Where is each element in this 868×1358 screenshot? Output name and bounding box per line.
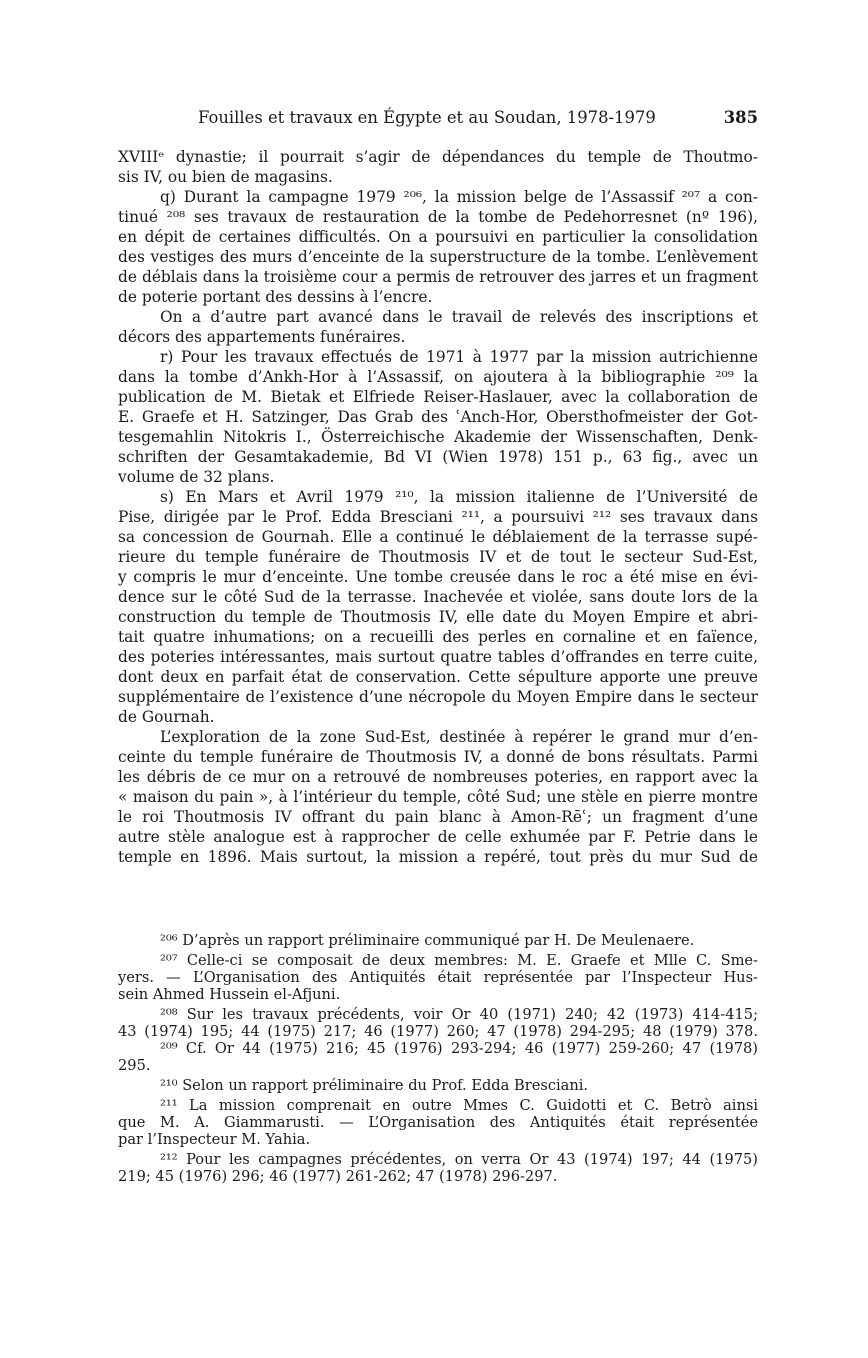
text-line: y compris le mur d’enceinte. Une tombe creusée dans le roc a été mise en évi- <box>118 568 758 586</box>
text-line: r) Pour les travaux effectués de 1971 à 1977 par la mission autrichienne <box>160 348 758 366</box>
footnote-line: par l’Inspecteur M. Yahia. <box>118 1131 311 1148</box>
page-number: 385 <box>723 108 758 127</box>
footnote-line: que M. A. Giammarusti. — L’Organisation des Antiquités était représentée <box>118 1114 758 1131</box>
text-line: ceinte du temple funéraire de Thoutmosis IV, a donné de bons résultats. Parmi <box>118 748 758 766</box>
text-line: Pise, dirigée par le Prof. Edda Bresciani ²¹¹, a poursuivi ²¹² ses travaux dans <box>118 508 758 526</box>
text-line: les débris de ce mur on a retrouvé de nombreuses poteries, en rapport avec la <box>118 768 758 786</box>
text-line: tait quatre inhumations; on a recueilli des perles en cornaline et en faïence, <box>118 628 758 646</box>
footnote-line: ²⁰⁷ Celle-ci se composait de deux membres: M. E. Graefe et Mlle C. Sme- <box>160 952 758 969</box>
text-line: de déblais dans la troisième cour a permis de retrouver des jarres et un fragment <box>118 268 758 286</box>
running-title: Fouilles et travaux en Égypte et au Soudan, 1978-1979 <box>198 108 656 127</box>
text-line: tesgemahlin Nitokris I., Österreichische Akademie der Wissenschaften, Denk- <box>118 428 758 446</box>
footnote-line: yers. — L’Organisation des Antiquités était représentée par l’Inspecteur Hus- <box>118 969 758 986</box>
text-line: publication de M. Bietak et Elfriede Reiser-Haslauer, avec la collaboration de <box>118 388 758 406</box>
footnote-line: ²¹¹ La mission comprenait en outre Mmes C. Guidotti et C. Betrò ainsi <box>160 1097 758 1114</box>
text-line: des poteries intéressantes, mais surtout quatre tables d’offrandes en terre cuite, <box>118 648 758 666</box>
footnote-line: 219; 45 (1976) 296; 46 (1977) 261-262; 47 (1978) 296-297. <box>118 1168 558 1185</box>
text-line: q) Durant la campagne 1979 ²⁰⁶, la mission belge de l’Assassif ²⁰⁷ a con- <box>160 188 758 206</box>
footnote-line: sein Ahmed Hussein el-Afjuni. <box>118 986 341 1003</box>
text-line: On a d’autre part avancé dans le travail de relevés des inscriptions et <box>160 308 758 326</box>
text-line: de Gournah. <box>118 708 215 726</box>
text-line: E. Graefe et H. Satzinger, Das Grab des ʿAnch-Hor, Obersthofmeister der Got- <box>118 408 758 426</box>
footnote-line: 295. <box>118 1057 151 1074</box>
main-text <box>118 147 758 867</box>
text-line: construction du temple de Thoutmosis IV, elle date du Moyen Empire et abri- <box>118 608 758 626</box>
text-line: des vestiges des murs d’enceinte de la superstructure de la tombe. L’enlèvement <box>118 248 758 266</box>
text-line: rieure du temple funéraire de Thoutmosis IV et de tout le secteur Sud-Est, <box>118 548 758 566</box>
footnote-line: ²⁰⁹ Cf. Or 44 (1975) 216; 45 (1976) 293-294; 46 (1977) 259-260; 47 (1978) <box>160 1040 758 1057</box>
text-line: tinué ²⁰⁸ ses travaux de restauration de la tombe de Pedehorresnet (nº 196), <box>118 208 758 226</box>
text-line: dans la tombe d’Ankh-Hor à l’Assassif, on ajoutera à la bibliographie ²⁰⁹ la <box>118 368 758 386</box>
text-line: temple en 1896. Mais surtout, la mission a repéré, tout près du mur Sud de <box>118 848 758 866</box>
text-line: autre stèle analogue est à rapprocher de celle exhumée par F. Petrie dans le <box>118 828 758 846</box>
text-line: « maison du pain », à l’intérieur du temple, côté Sud; une stèle en pierre montre <box>118 788 758 806</box>
text-line: L’exploration de la zone Sud-Est, destinée à repérer le grand mur d’en- <box>160 728 758 746</box>
text-line: sa concession de Gournah. Elle a continué le déblaiement de la terrasse supé- <box>118 528 758 546</box>
footnotes <box>118 932 758 1185</box>
text-line: s) En Mars et Avril 1979 ²¹⁰, la mission italienne de l’Université de <box>160 488 758 506</box>
footnote-line: ²⁰⁶ D’après un rapport préliminaire communiqué par H. De Meulenaere. <box>160 932 695 949</box>
footnote-line: ²¹⁰ Selon un rapport préliminaire du Prof. Edda Bresciani. <box>160 1077 589 1094</box>
text-line: sis IV, ou bien de magasins. <box>118 168 333 186</box>
text-line: de poterie portant des dessins à l’encre. <box>118 288 433 306</box>
text-line: volume de 32 plans. <box>118 468 275 486</box>
text-line: dont deux en parfait état de conservation. Cette sépulture apporte une preuve <box>118 668 758 686</box>
running-header <box>118 108 758 136</box>
text-line: supplémentaire de l’existence d’une nécropole du Moyen Empire dans le secteur <box>118 688 758 706</box>
text-line: le roi Thoutmosis IV offrant du pain blanc à Amon-Rēʿ; un fragment d’une <box>118 808 758 826</box>
text-line: décors des appartements funéraires. <box>118 328 406 346</box>
text-line: dence sur le côté Sud de la terrasse. Inachevée et violée, sans doute lors de la <box>118 588 758 606</box>
text-line: XVIIIᵉ dynastie; il pourrait s’agir de dépendances du temple de Thoutmo- <box>118 148 758 166</box>
footnote-line: ²¹² Pour les campagnes précédentes, on verra Or 43 (1974) 197; 44 (1975) <box>160 1151 758 1168</box>
footnote-line: 43 (1974) 195; 44 (1975) 217; 46 (1977) 260; 47 (1978) 294-295; 48 (1979) 378. <box>118 1023 758 1040</box>
text-line: schriften der Gesamtakademie, Bd VI (Wien 1978) 151 p., 63 fig., avec un <box>118 448 758 466</box>
footnote-line: ²⁰⁸ Sur les travaux précédents, voir Or 40 (1971) 240; 42 (1973) 414-415; <box>160 1006 758 1023</box>
text-line: en dépit de certaines difficultés. On a poursuivi en particulier la consolidation <box>118 228 758 246</box>
